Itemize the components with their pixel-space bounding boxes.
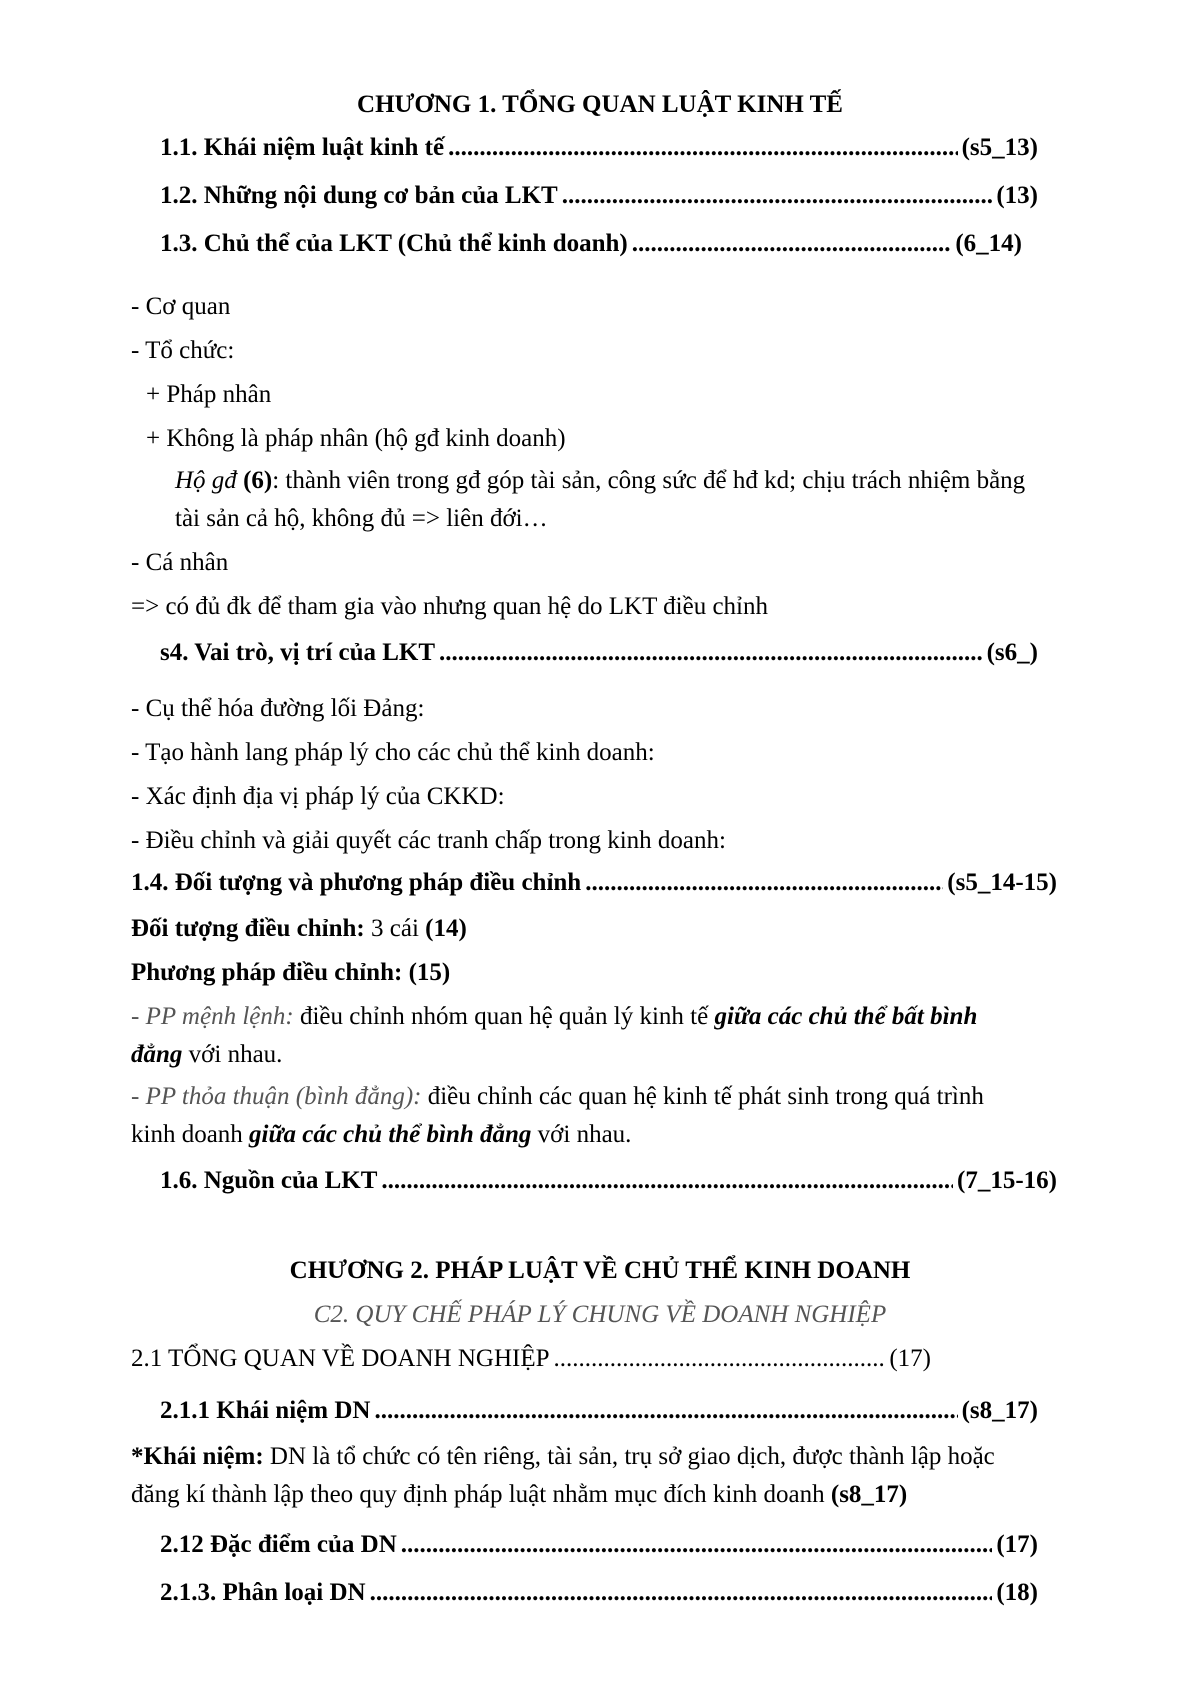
- ho-gd-definition: [175, 466, 1025, 496]
- toc-label: 2.1.1 Khái niệm DN: [160, 1397, 371, 1424]
- list-item: - Tổ chức:: [131, 337, 235, 364]
- phuong-phap-label: Phương pháp điều chỉnh:: [131, 959, 403, 986]
- toc-label: 1.6. Nguồn của LKT: [160, 1167, 378, 1194]
- pp-thoa-thuan-end: với nhau.: [531, 1121, 632, 1148]
- pp-thoa-thuan: [131, 1082, 984, 1112]
- pp-thoa-thuan-cont: [131, 1120, 631, 1150]
- toc-entry-1-4: [131, 868, 1057, 898]
- toc-leader-dots: [439, 638, 983, 668]
- pp-menh-lenh-text: điều chỉnh nhóm quan hệ quản lý kinh tế: [293, 1003, 715, 1030]
- toc-leader-dots: [562, 181, 993, 211]
- toc-page-ref: (s6_): [986, 639, 1038, 666]
- toc-leader-dots: [448, 133, 958, 163]
- ho-gd-term: Hộ gđ: [175, 467, 237, 494]
- pp-menh-lenh: [131, 1002, 977, 1032]
- toc-entry-1-3: [160, 229, 1022, 259]
- toc-label: 1.2. Những nội dung cơ bản của LKT: [160, 182, 558, 209]
- list-item: + Pháp nhân: [146, 381, 272, 408]
- toc-entry-1-1: [160, 133, 1038, 163]
- toc-label: 1.1. Khái niệm luật kinh tế: [160, 134, 445, 161]
- toc-page-ref: (18): [996, 1579, 1038, 1606]
- list-item: - Cụ thể hóa đường lối Đảng:: [131, 695, 425, 722]
- toc-leader-dots: [401, 1530, 993, 1560]
- chapter-2-subtitle: C2. QUY CHẾ PHÁP LÝ CHUNG VỀ DOANH NGHIỆP: [313, 1301, 887, 1328]
- ho-gd-definition-cont: tài sản cả hộ, không đủ => liên đới…: [175, 505, 548, 532]
- toc-page-ref: (7_15-16): [957, 1167, 1057, 1194]
- pp-thoa-thuan-text: điều chỉnh các quan hệ kinh tế phát sinh trong quá trình: [421, 1083, 984, 1110]
- pp-menh-lenh-end: với nhau.: [182, 1041, 283, 1068]
- khai-niem-cont: [131, 1480, 907, 1510]
- list-item: - Tạo hành lang pháp lý cho các chủ thể kinh doanh:: [131, 739, 655, 766]
- toc-entry-2-1-1: [160, 1396, 1038, 1426]
- doi-tuong-line: [131, 914, 467, 944]
- pp-menh-lenh-cont: [131, 1040, 282, 1070]
- pp-thoa-thuan-start: kinh doanh: [131, 1121, 250, 1148]
- toc-page-ref: (13): [996, 182, 1038, 209]
- toc-label: 2.12 Đặc điểm của DN: [160, 1531, 397, 1558]
- toc-page-ref: (6_14): [955, 230, 1022, 257]
- ho-gd-ref: (6): [243, 467, 273, 494]
- pp-thoa-thuan-emph: giữa các chủ thể bình đẳng: [249, 1121, 532, 1148]
- list-item: - Xác định địa vị pháp lý của CKKD:: [131, 783, 505, 810]
- toc-entry-2-1-3: [160, 1578, 1038, 1608]
- toc-leader-dots: [381, 1166, 953, 1196]
- doi-tuong-value: 3 cái: [364, 915, 426, 942]
- toc-label: 2.1 TỔNG QUAN VỀ DOANH NGHIỆP: [131, 1345, 550, 1372]
- pp-thoa-thuan-term: - PP thỏa thuận (bình đẳng):: [131, 1083, 422, 1110]
- toc-entry-s4: [160, 638, 1038, 668]
- doi-tuong-ref: (14): [425, 915, 467, 942]
- pp-menh-lenh-emph: giữa các chủ thể bất bình: [714, 1003, 978, 1030]
- pp-menh-lenh-term: - PP mệnh lệnh:: [131, 1003, 294, 1030]
- pp-menh-lenh-emph-cont: đẳng: [131, 1041, 183, 1068]
- toc-entry-2-12: [160, 1530, 1038, 1560]
- toc-label: s4. Vai trò, vị trí của LKT: [160, 639, 436, 666]
- list-item: + Không là pháp nhân (hộ gđ kinh doanh): [146, 425, 566, 452]
- doi-tuong-label: Đối tượng điều chỉnh:: [131, 915, 365, 942]
- chapter-1-title: CHƯƠNG 1. TỔNG QUAN LUẬT KINH TẾ: [357, 91, 843, 118]
- list-item: - Cơ quan: [131, 293, 231, 320]
- toc-leader-dots: [585, 868, 943, 898]
- toc-label: 2.1.3. Phân loại DN: [160, 1579, 366, 1606]
- chapter-2-title: CHƯƠNG 2. PHÁP LUẬT VỀ CHỦ THỂ KINH DOANH: [289, 1257, 911, 1284]
- list-item: - Cá nhân: [131, 549, 229, 576]
- list-item: - Điều chỉnh và giải quyết các tranh chấp trong kinh doanh:: [131, 827, 726, 854]
- toc-label: 1.3. Chủ thể của LKT (Chủ thể kinh doanh): [160, 230, 628, 257]
- conclusion-line: => có đủ đk để tham gia vào nhưng quan hệ do LKT điều chỉnh: [131, 593, 768, 620]
- toc-entry-2-1: [131, 1344, 931, 1374]
- phuong-phap-ref: (15): [402, 959, 451, 986]
- toc-leader-dots: [632, 229, 952, 259]
- toc-leader-dots: [370, 1578, 993, 1608]
- khai-niem-text-cont: đăng kí thành lập theo quy định pháp luật nhằm mục đích kinh doanh: [131, 1481, 831, 1508]
- toc-page-ref: (s5_14-15): [947, 869, 1057, 896]
- toc-entry-1-6: [160, 1166, 1057, 1196]
- toc-label: 1.4. Đối tượng và phương pháp điều chỉnh: [131, 869, 582, 896]
- khai-niem-line: [131, 1442, 995, 1472]
- toc-leader-dots: [554, 1344, 886, 1374]
- toc-page-ref: (17): [996, 1531, 1038, 1558]
- phuong-phap-line: [131, 958, 450, 988]
- khai-niem-ref: (s8_17): [830, 1481, 908, 1508]
- ho-gd-text: : thành viên trong gđ góp tài sản, công sức để hđ kd; chịu trách nhiệm bằng: [272, 467, 1026, 494]
- toc-leader-dots: [374, 1396, 957, 1426]
- toc-page-ref: (17): [889, 1345, 931, 1372]
- toc-page-ref: (s5_13): [961, 134, 1038, 161]
- toc-page-ref: (s8_17): [961, 1397, 1038, 1424]
- toc-entry-1-2: [160, 181, 1038, 211]
- khai-niem-label: *Khái niệm:: [131, 1443, 264, 1470]
- khai-niem-text: DN là tổ chức có tên riêng, tài sản, trụ sở giao dịch, được thành lập hoặc: [263, 1443, 995, 1470]
